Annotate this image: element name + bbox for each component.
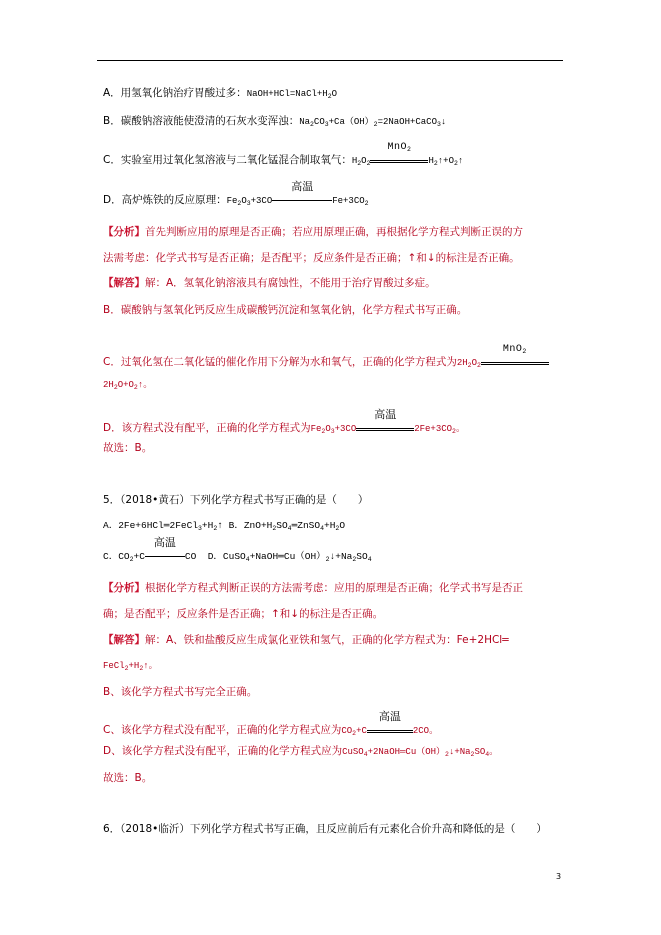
q5-option-d: D．$CuSO_4+NaOH═Cu(OH)_2↓+Na_2SO_4$ xyxy=(207,551,372,563)
reaction-condition-mno2-2: MnO$_2$ xyxy=(481,344,549,370)
page-number: 3 xyxy=(556,872,562,881)
solution-1-text: 解：A．氢氧化钠溶液具有腐蚀性，不能用于治疗胃酸过多症。 xyxy=(145,277,436,289)
solution-2-d-equation: $CuSO_4+2NaOH═Cu(OH)_2↓+Na_2SO_4$。 xyxy=(342,747,499,758)
solution-tag: 【解答】 xyxy=(103,277,145,289)
solution-2-a-cont: $FeCl_2+H_2↑$。 xyxy=(103,661,158,672)
solution-2 xyxy=(103,633,509,647)
option-b-equation: $Na_2CO_3+Ca(OH)_2=2NaOH+CaCO_3↓$ xyxy=(299,117,447,128)
solution-2-d xyxy=(103,744,498,759)
solution-1-d-equation: $Fe_2O_3+3CO$ 高温 $2Fe+3CO_2$。 xyxy=(310,410,465,435)
reaction-condition-high-temp: 高温 xyxy=(272,182,332,208)
option-b xyxy=(103,114,446,129)
option-c-equation: $H_2O_2$ MnO$_2$ $H_2↑+O_2↑$ xyxy=(351,142,464,167)
question-5-options-ab xyxy=(103,519,345,533)
q5-option-a: A．$2Fe+6HCl═2FeCl_3+H_2↑$ xyxy=(103,520,223,532)
analysis-1-line-1 xyxy=(103,225,523,239)
solution-2-c-equation: $CO_2+C$ 高温 2CO。 xyxy=(341,712,439,737)
option-d xyxy=(103,182,369,208)
option-a-label: A．用氢氧化钠治疗胃酸过多： xyxy=(103,87,247,99)
option-a xyxy=(103,86,337,101)
question-5: 5．（2018•黄石）下列化学方程式书写正确的是（ ） xyxy=(103,494,369,506)
analysis-2-line-1 xyxy=(103,581,523,595)
analysis-2-text: 根据化学方程式判断正误的方法需考虑：应用的原理是否正确；化学式书写是否正 xyxy=(145,582,523,594)
analysis-1-line-2: 法需考虑：化学式书写是否正确；是否配平；反应条件是否正确；↑和↓的标注是否正确。 xyxy=(103,252,520,264)
solution-2-d-label: D、该化学方程式没有配平，正确的化学方程式应为 xyxy=(103,745,343,757)
answer-2: 故选：B。 xyxy=(103,772,153,784)
header-rule xyxy=(97,60,563,61)
option-d-label: D．高炉炼铁的反应原理： xyxy=(103,194,227,206)
solution-2-text: 解：A、铁和盐酸反应生成氯化亚铁和氢气，正确的化学方程式为：Fe+2HCl═ xyxy=(145,634,509,646)
reaction-condition-mno2: MnO$_2$ xyxy=(370,142,428,168)
option-c-label: C．实验室用过氧化氢溶液与二氧化锰混合制取氧气： xyxy=(103,154,352,166)
option-b-label: B．碳酸钠溶液能使澄清的石灰水变浑浊： xyxy=(103,115,300,127)
analysis-2-line-2: 确；是否配平；反应条件是否正确；↑和↓的标注是否正确。 xyxy=(103,608,384,620)
reaction-condition-high-temp-4: 高温 xyxy=(367,712,413,738)
answer-1: 故选：B。 xyxy=(103,442,153,454)
solution-1-d xyxy=(103,410,465,436)
solution-2-c xyxy=(103,712,438,738)
reaction-condition-high-temp-2: 高温 xyxy=(356,410,414,436)
solution-1-c-products: $2H_2O+O_2↑$。 xyxy=(103,380,153,391)
option-a-equation: $NaOH+HCl=NaCl+H_2O$ xyxy=(246,89,338,100)
question-5-options-cd xyxy=(103,538,372,564)
analysis-1-text: 首先判断应用的原理是否正确；若应用原理正确，再根据化学方程式判断正误的方 xyxy=(145,226,523,238)
solution-tag-2: 【解答】 xyxy=(103,634,145,646)
solution-2-c-label: C、该化学方程式没有配平，正确的化学方程式应为 xyxy=(103,724,342,736)
solution-1-b: B．碳酸钠与氢氧化钙反应生成碳酸钙沉淀和氢氧化钠，化学方程式书写正确。 xyxy=(103,304,468,316)
solution-1 xyxy=(103,276,436,290)
solution-1-c-label: C．过氧化氢在二氧化锰的催化作用下分解为水和氧气，正确的化学方程式为 xyxy=(103,356,457,368)
solution-1-d-label: D．该方程式没有配平，正确的化学方程式为 xyxy=(103,422,311,434)
analysis-tag-2: 【分析】 xyxy=(103,582,145,594)
solution-2-b: B、该化学方程式书写完全正确。 xyxy=(103,686,258,698)
q5-option-b: B．$ZnO+H_2SO_4═ZnSO_4+H_2O$ xyxy=(228,520,346,532)
question-6: 6．（2018•临沂）下列化学方程式书写正确，且反应前后有元素化合价升高和降低的是（ ） xyxy=(103,823,547,835)
reaction-condition-high-temp-3: 高温 xyxy=(145,538,185,564)
solution-1-c xyxy=(103,344,549,370)
option-c xyxy=(103,142,463,168)
q5-option-c: C．$CO_2+C$ 高温 CO xyxy=(103,538,197,563)
analysis-tag: 【分析】 xyxy=(103,226,145,238)
option-d-equation: $Fe_2O_3+3CO$ 高温 $Fe+3CO_2$ xyxy=(226,182,369,207)
solution-1-c-equation: $2H_2O_2$ MnO$_2$ xyxy=(457,358,549,368)
